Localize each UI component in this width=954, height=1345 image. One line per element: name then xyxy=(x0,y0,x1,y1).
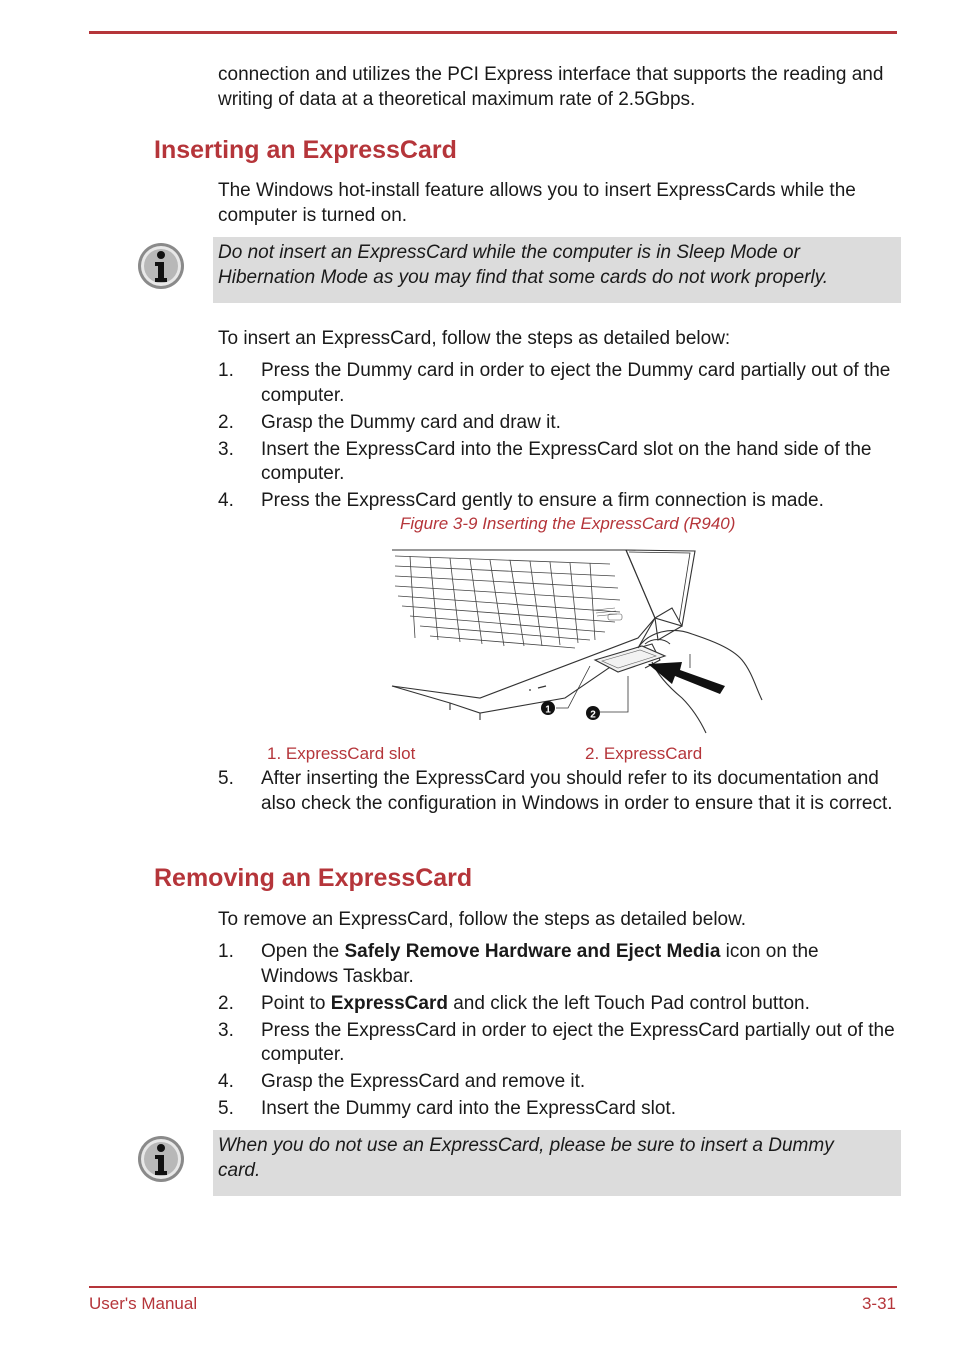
insert-steps-list xyxy=(218,359,898,516)
footer-rule xyxy=(89,1286,897,1288)
page-number: 3-31 xyxy=(861,1294,896,1313)
list-item: 3. Press the ExpressCard in order to eject the ExpressCard partially out of the computer. xyxy=(218,1019,895,1065)
list-item: 3. Insert the ExpressCard into the ExpressCard slot on the hand side of the computer. xyxy=(218,438,872,484)
remove-steps-intro: To remove an ExpressCard, follow the steps as detailed below. xyxy=(218,909,747,930)
list-item: 2. Point to ExpressCard and click the left Touch Pad control button. xyxy=(218,992,810,1014)
info-icon xyxy=(136,241,186,291)
list-item: 1. Press the Dummy card in order to eject the Dummy card partially out of the computer. xyxy=(218,360,891,406)
expresscard-figure xyxy=(390,548,770,736)
inserting-paragraph: The Windows hot-install feature allows you to insert ExpressCards while the computer is turned on. xyxy=(218,180,856,226)
list-item: 1. Open the Safely Remove Hardware and Eject Media icon on the Windows Taskbar. xyxy=(218,941,819,987)
note-text: When you do not use an ExpressCard, please be sure to insert a Dummy card. xyxy=(218,1135,834,1181)
legend-expresscard: 2. ExpressCard xyxy=(585,744,703,763)
insert-steps-intro: To insert an ExpressCard, follow the steps as detailed below: xyxy=(218,328,731,349)
insert-step-5-list xyxy=(218,767,898,819)
intro-paragraph: connection and utilizes the PCI Express interface that supports the reading and writing of data at a theoretical maximum rate of 2.5Gbps. xyxy=(218,64,884,110)
insert-arrow-icon xyxy=(648,662,725,694)
header-rule xyxy=(89,31,897,34)
bold-expresscard: ExpressCard xyxy=(330,992,448,1014)
list-item: 4. Press the ExpressCard gently to ensure a firm connection is made. xyxy=(218,490,824,511)
footer-title: User's Manual xyxy=(89,1294,198,1313)
legend-expresscard-slot: 1. ExpressCard slot xyxy=(267,744,416,763)
remove-steps-list xyxy=(218,940,898,1124)
list-item: 5. Insert the Dummy card into the ExpressCard slot. xyxy=(218,1098,676,1119)
svg-text:2: 2 xyxy=(590,709,596,721)
note-text: Do not insert an ExpressCard while the computer is in Sleep Mode or Hibernation Mode as you may find that some cards do not work properly. xyxy=(218,242,829,288)
svg-text:1: 1 xyxy=(545,704,551,716)
list-item: 5. After inserting the ExpressCard you should refer to its documentation and also check the configuration in Windows in order to ensure that it is correct. xyxy=(218,768,893,814)
info-icon xyxy=(136,1134,186,1184)
note-box-dummy xyxy=(213,1130,901,1196)
figure-caption: Figure 3-9 Inserting the ExpressCard (R940) xyxy=(400,514,736,533)
note-box-sleep xyxy=(213,237,901,303)
heading-removing: Removing an ExpressCard xyxy=(154,864,473,892)
heading-inserting: Inserting an ExpressCard xyxy=(154,136,457,164)
list-item: 2. Grasp the Dummy card and draw it. xyxy=(218,411,561,433)
list-item: 4. Grasp the ExpressCard and remove it. xyxy=(218,1071,586,1092)
keyboard xyxy=(395,556,620,648)
bold-safely-remove: Safely Remove Hardware and Eject Media xyxy=(344,941,721,962)
